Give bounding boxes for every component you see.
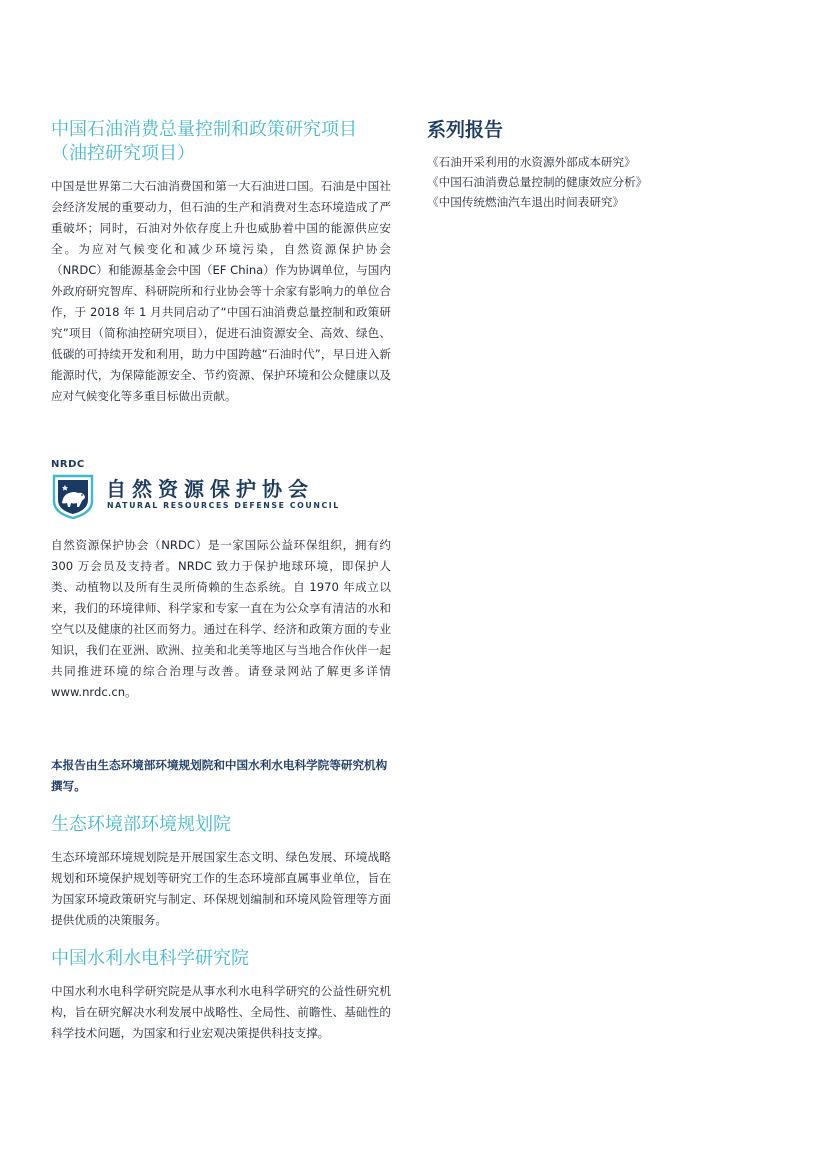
planning-institute-heading: 生态环境部环境规划院 <box>51 814 231 835</box>
planning-institute-section <box>51 813 391 931</box>
heading-line-2: （油控研究项目） <box>51 143 195 164</box>
nrdc-intro: 自然资源保护协会（NRDC）是一家国际公益环保组织，拥有约 300 万会员及支持者。NRDC 致力于保护地球环境，即保护人类、动植物以及所有生灵所倚赖的生态系统。自 1970 年成立以来，我们的环境律师、科学家和专家一直在为公众享有清洁的水和空气以及健康的社区而努力。通过在科学、经济和政策方面的专业知识，我们在亚洲、欧洲、拉美和北美等地区与当地合作伙伴一起共同推进环境的综合治理与改善。请登录网站了解更多详情 www.nrdc.cn。 <box>51 538 391 699</box>
nrdc-logo <box>51 459 391 519</box>
series-report-item: 《中国石油消费总量控制的健康效应分析》 <box>427 175 648 189</box>
nrdc-logo-name-cn: 自然资源保护协会 <box>106 477 314 501</box>
water-institute-section <box>51 947 391 1044</box>
series-report-item: 《中国传统燃油汽车退出时间表研究》 <box>427 195 625 209</box>
series-report-item: 《石油开采利用的水资源外部成本研究》 <box>427 155 636 169</box>
water-institute-body: 中国水利水电科学研究院是从事水利水电科学研究的公益性研究机构，旨在研究解决水利发展中战略性、全局性、前瞻性、基础性的科学技术问题，为国家和行业宏观决策提供科技支撑。 <box>51 984 391 1040</box>
right-column <box>427 118 787 212</box>
nrdc-logo-name-en: NATURAL RESOURCES DEFENSE COUNCIL <box>107 501 340 510</box>
left-column <box>51 118 391 1044</box>
planning-institute-body: 生态环境部环境规划院是开展国家生态文明、绿色发展、环境战略规划和环境保护规划等研究工作的生态环境部直属事业单位，旨在为国家环境政策研究与制定、环保规划编制和环境风险管理等方面提供优质的决策服务。 <box>51 850 391 927</box>
heading-line-1: 中国石油消费总量控制和政策研究项目 <box>51 119 357 140</box>
author-note: 本报告由生态环境部环境规划院和中国水利水电科学院等研究机构撰写。 <box>51 758 388 793</box>
polar-bear-shield-icon <box>51 473 95 519</box>
water-institute-heading: 中国水利水电科学研究院 <box>51 948 249 969</box>
oil-control-project-body: 中国是世界第二大石油消费国和第一大石油进口国。石油是中国社会经济发展的重要动力，但石油的生产和消费对生态环境造成了严重破坏；同时，石油对外依存度上升也威胁着中国的能源供应安全。为应对气候变化和减少环境污染，自然资源保护协会（NRDC）和能源基金会中国（EF China）作为协调单位，与国内外政府研究智库、科研院所和行业协会等十余家有影响力的单位合作，于 2018 年 1 月共同启动了“中国石油消费总量控制和政策研究”项目（简称油控研究项目），促进石油资源安全、高效、绿色、低碳的可持续开发和利用，助力中国跨越“石油时代”，早日进入新能源时代，为保障能源安全、节约资源、保护环境和公众健康以及应对气候变化等多重目标做出贡献。 <box>51 179 391 403</box>
oil-control-project-section <box>51 118 391 407</box>
oil-control-project-heading <box>51 118 391 166</box>
nrdc-logo-acronym: NRDC <box>51 459 85 470</box>
series-reports-title: 系列报告 <box>427 119 504 141</box>
series-reports-list <box>427 152 787 212</box>
